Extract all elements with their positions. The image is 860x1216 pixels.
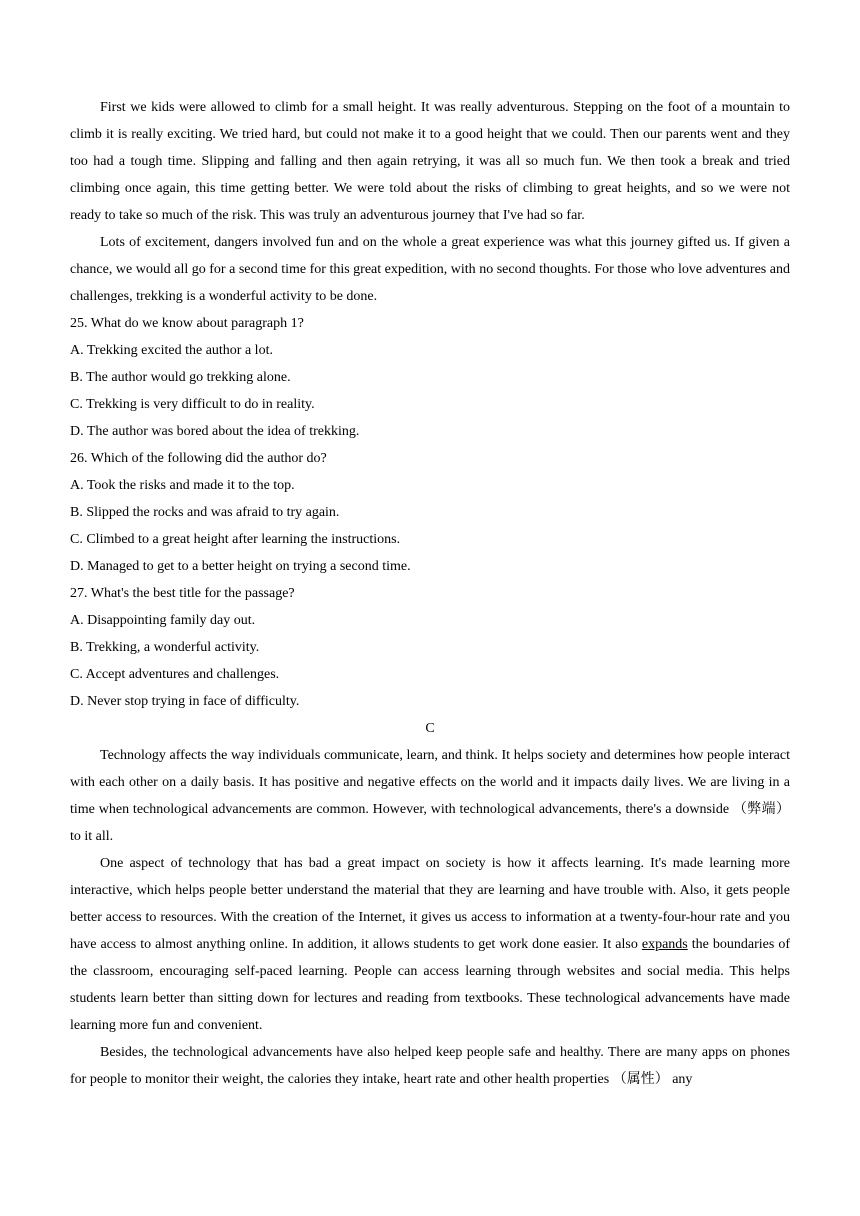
option-a: A. Trekking excited the author a lot. [70,343,273,358]
option-c: C. Trekking is very difficult to do in reality. [70,397,315,412]
paragraph-text-before: One aspect of technology that has bad a great impact on society is how it affects learning. It's made learning more interactive, which helps people better understand the material that they are learning and have trouble with. Also, it gets people better access to resources. With the creation of the Internet, it gives us access to information at a twenty-four-hour rate and you have access to almost anything online. In addition, it allows students to get work done easier. It also [70,856,790,952]
paragraph-text-after: the boundaries of the classroom, encouraging self-paced learning. People can access learning through websites and social media. This helps students learn better than sitting down for lectures and reading from textbooks. These technological advancements have made learning more fun and convenient. [70,937,790,1033]
underlined-word-expands: expands [641,937,688,952]
question-26 [70,445,790,580]
question-stem: 27. What's the best title for the passage? [70,586,295,601]
passage-b-paragraph-1: First we kids were allowed to climb for a small height. It was really adventurous. Stepping on the foot of a mountain to climb it is really exciting. We tried hard, but could not make it to a good height that we could. Then our parents went and they too had a tough time. Slipping and falling and then again retrying, it was all so much fun. We then took a break and tried climbing once again, this time getting better. We were told about the risks of climbing to great heights, and so we were not ready to take so much of the risk. This was truly an adventurous journey that I've had so far. [70,100,790,223]
section-label-c: C [425,721,435,736]
passage-c-paragraph-2 [70,850,790,1039]
option-a: A. Took the risks and made it to the top. [70,478,295,493]
document-page [70,94,790,1093]
option-d: D. Managed to get to a better height on trying a second time. [70,559,411,574]
passage-c-paragraph-3: Besides, the technological advancements have also helped keep people safe and healthy. There are many apps on phones for people to monitor their weight, the calories they intake, heart rate and other health properties （属性） any [70,1045,790,1087]
option-a: A. Disappointing family day out. [70,613,256,628]
option-c: C. Climbed to a great height after learning the instructions. [70,532,401,547]
question-27 [70,580,790,715]
option-b: B. Trekking, a wonderful activity. [70,640,260,655]
option-c: C. Accept adventures and challenges. [70,667,280,682]
option-b: B. Slipped the rocks and was afraid to try again. [70,505,340,520]
question-stem: 26. Which of the following did the author do? [70,451,327,466]
question-25 [70,310,790,445]
option-b: B. The author would go trekking alone. [70,370,291,385]
passage-c-paragraph-1: Technology affects the way individuals communicate, learn, and think. It helps society and determines how people interact with each other on a daily basis. It has positive and negative effects on the world and it impacts daily lives. We are living in a time when technological advancements are common. However, with technological advancements, there's a downside （弊端）to it all. [70,748,790,844]
option-d: D. The author was bored about the idea of trekking. [70,424,360,439]
option-d: D. Never stop trying in face of difficulty. [70,694,300,709]
passage-b-paragraph-2: Lots of excitement, dangers involved fun and on the whole a great experience was what this journey gifted us. If given a chance, we would all go for a second time for this great expedition, with no second thoughts. For those who love adventures and challenges, trekking is a wonderful activity to be done. [70,235,790,304]
question-stem: 25. What do we know about paragraph 1? [70,316,304,331]
